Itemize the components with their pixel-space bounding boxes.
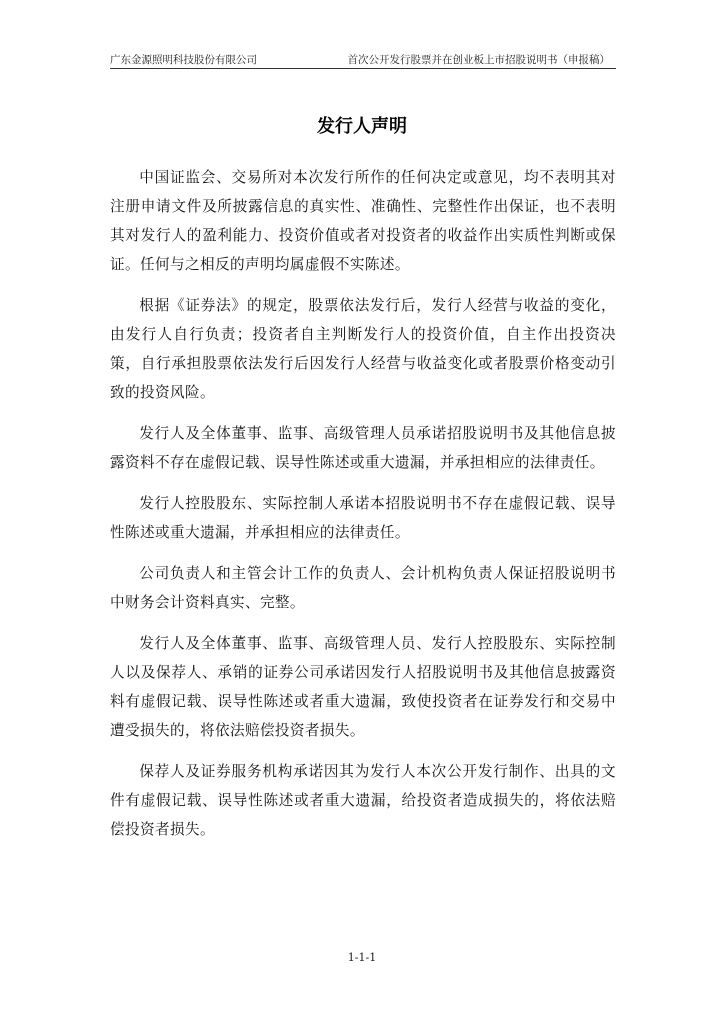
paragraph-2: 根据《证券法》的规定，股票依法发行后，发行人经营与收益的变化，由发行人自行负责；投资者自主判断发行人的投资价值，自主作出投资决策，自行承担股票依法发行后因发行人经营与收益变化或者股票价格变动引致的投资风险。 — [110, 297, 616, 401]
header-document-name: 首次公开发行股票并在创业板上市招股说明书（申报稿） — [347, 54, 610, 66]
paragraph-5: 公司负责人和主管会计工作的负责人、会计机构负责人保证招股说明书中财务会计资料真实、完整。 — [110, 565, 616, 611]
page-number: 1-1-1 — [347, 951, 377, 964]
header-company-name: 广东金源照明科技股份有限公司 — [110, 54, 257, 66]
paragraph-6: 发行人及全体董事、监事、高级管理人员、发行人控股股东、实际控制人以及保荐人、承销的证券公司承诺因发行人招股说明书及其他信息披露资料有虚假记载、误导性陈述或者重大遗漏，致使投资者在证券发行和交易中遭受损失的，将依法赔偿投资者损失。 — [110, 635, 616, 739]
statement-body — [110, 163, 616, 856]
paragraph-4: 发行人控股股东、实际控制人承诺本招股说明书不存在虚假记载、误导性陈述或重大遗漏，并承担相应的法律责任。 — [110, 495, 616, 541]
paragraph-7: 保荐人及证券服务机构承诺因其为发行人本次公开发行制作、出具的文件有虚假记载、误导性陈述或者重大遗漏，给投资者造成损失的，将依法赔偿投资者损失。 — [110, 763, 616, 838]
header-divider — [110, 68, 616, 69]
page-header — [110, 52, 614, 68]
paragraph-1: 中国证监会、交易所对本次发行所作的任何决定或意见，均不表明其对注册申请文件及所披露信息的真实性、准确性、完整性作出保证，也不表明其对发行人的盈利能力、投资价值或者对投资者的收益作出实质性判断或保证。任何与之相反的声明均属虚假不实陈述。 — [110, 169, 616, 273]
paragraph-3: 发行人及全体董事、监事、高级管理人员承诺招股说明书及其他信息披露资料不存在虚假记载、误导性陈述或重大遗漏，并承担相应的法律责任。 — [110, 425, 616, 471]
page-title: 发行人声明 — [317, 116, 407, 137]
